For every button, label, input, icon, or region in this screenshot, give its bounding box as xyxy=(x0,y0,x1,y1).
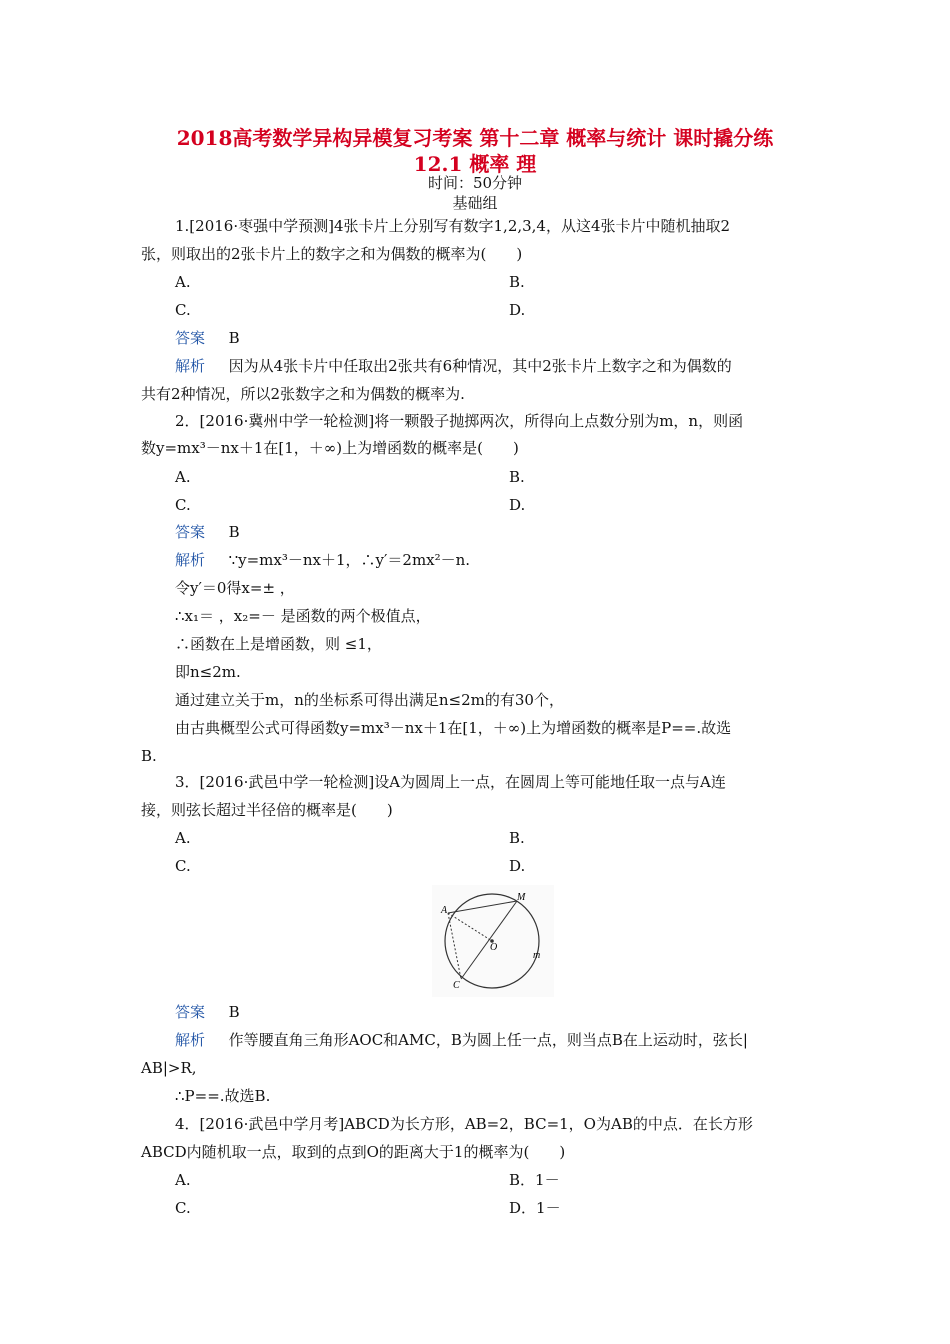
time-limit: 时间：50分钟 xyxy=(427,174,523,192)
q1-explain-text2: 共有2种情况，所以2张数字之和为偶数的概率为. xyxy=(141,385,465,403)
explain-label: 解析 xyxy=(175,551,206,569)
answer-label: 答案 xyxy=(175,523,206,541)
q4-option-d: D．1－ xyxy=(509,1199,561,1217)
q3-option-c: C. xyxy=(175,857,191,875)
q3-answer: B xyxy=(228,1003,240,1021)
q4-option-c: C. xyxy=(175,1199,191,1217)
q1-stem-line1: 1.[2016·枣强中学预测]4张卡片上分别写有数字1,2,3,4，从这4张卡片中随机抽取2 xyxy=(175,217,731,235)
explain-label: 解析 xyxy=(175,357,206,375)
document-title-line2: 12.1 概率 理 xyxy=(413,152,537,176)
q3-answer-row xyxy=(175,1001,240,1023)
q3-option-a: A. xyxy=(175,829,191,847)
q4-option-a: A. xyxy=(175,1171,191,1189)
q1-answer-row xyxy=(175,327,240,349)
q1-answer: B xyxy=(228,329,240,347)
q2-option-d: D. xyxy=(509,496,526,514)
q1-option-d: D. xyxy=(509,301,526,319)
q2-option-b: B. xyxy=(509,468,525,486)
q1-explain-text1: 因为从4张卡片中任取出2张共有6种情况，其中2张卡片上数字之和为偶数的 xyxy=(228,357,732,375)
q3-option-b: B. xyxy=(509,829,525,847)
q3-stem-line1: 3．[2016·武邑中学一轮检测]设A为圆周上一点，在圆周上等可能地任取一点与A连 xyxy=(175,773,726,791)
q4-stem-line2: ABCD内随机取一点，取到的点到O的距离大于1的概率为( ) xyxy=(141,1143,566,1161)
q2-explain-text7: 由古典概型公式可得函数y=mx³－nx＋1在[1，＋∞)上为增函数的概率是P==.故选 xyxy=(175,719,732,737)
q2-stem-line1: 2．[2016·冀州中学一轮检测]将一颗骰子抛掷两次，所得向上点数分别为m，n，则函 xyxy=(175,412,744,430)
q2-explain-text2: 令y′＝0得x=± ， xyxy=(175,579,295,597)
label-m-arc: m xyxy=(533,950,541,961)
q3-option-d: D. xyxy=(509,857,526,875)
q2-explain-text1: ∵y=mx³－nx＋1，∴y′＝2mx²－n. xyxy=(228,551,471,569)
q2-stem-line2: 数y=mx³－nx＋1在[1，＋∞)上为增函数的概率是( ) xyxy=(141,439,519,457)
q2-option-a: A. xyxy=(175,468,191,486)
q1-option-c: C. xyxy=(175,301,191,319)
q4-stem-line1: 4．[2016·武邑中学月考]ABCD为长方形，AB=2，BC=1，O为AB的中点．在长方形 xyxy=(175,1115,753,1133)
label-c: C xyxy=(453,980,460,991)
q2-answer: B xyxy=(228,523,240,541)
q2-answer-row xyxy=(175,521,240,543)
q3-explain-text3: ∴P==.故选B. xyxy=(175,1087,271,1105)
q3-explain-text1: 作等腰直角三角形AOC和AMC，B为圆上任一点，则当点B在上运动时，弦长| xyxy=(228,1031,748,1049)
q4-option-b: B．1－ xyxy=(509,1171,560,1189)
q2-option-c: C. xyxy=(175,496,191,514)
q1-option-a: A. xyxy=(175,273,191,291)
group-heading: 基础组 xyxy=(452,194,498,212)
answer-label: 答案 xyxy=(175,329,206,347)
q2-explain-text8: B. xyxy=(141,747,157,765)
q3-stem-line2: 接，则弦长超过半径倍的概率是( ) xyxy=(141,801,393,819)
label-a: A xyxy=(441,905,448,916)
q1-explain-row1 xyxy=(175,355,732,377)
q3-explain-row1 xyxy=(175,1029,748,1051)
answer-label: 答案 xyxy=(175,1003,206,1021)
q2-explain-text4: ∴函数在上是增函数，则 ≤1， xyxy=(175,635,382,653)
label-m: M xyxy=(517,892,526,903)
q1-option-b: B. xyxy=(509,273,525,291)
q2-explain-text5: 即n≤2m. xyxy=(175,663,241,681)
q2-explain-text3: ∴x₁＝ ，x₂=－ 是函数的两个极值点， xyxy=(175,607,431,625)
q2-explain-row1 xyxy=(175,549,470,571)
q2-explain-text6: 通过建立关于m，n的坐标系可得出满足n≤2m的有30个， xyxy=(175,691,564,709)
explain-label: 解析 xyxy=(175,1031,206,1049)
label-o: O xyxy=(490,942,498,953)
q3-explain-text2: AB|>R, xyxy=(141,1059,197,1077)
document-title-line1: 2018高考数学异构异模复习考案 第十二章 概率与统计 课时撬分练 xyxy=(176,126,774,150)
circle-geometry-figure xyxy=(432,885,554,997)
q1-stem-line2: 张，则取出的2张卡片上的数字之和为偶数的概率为( ) xyxy=(141,245,523,263)
